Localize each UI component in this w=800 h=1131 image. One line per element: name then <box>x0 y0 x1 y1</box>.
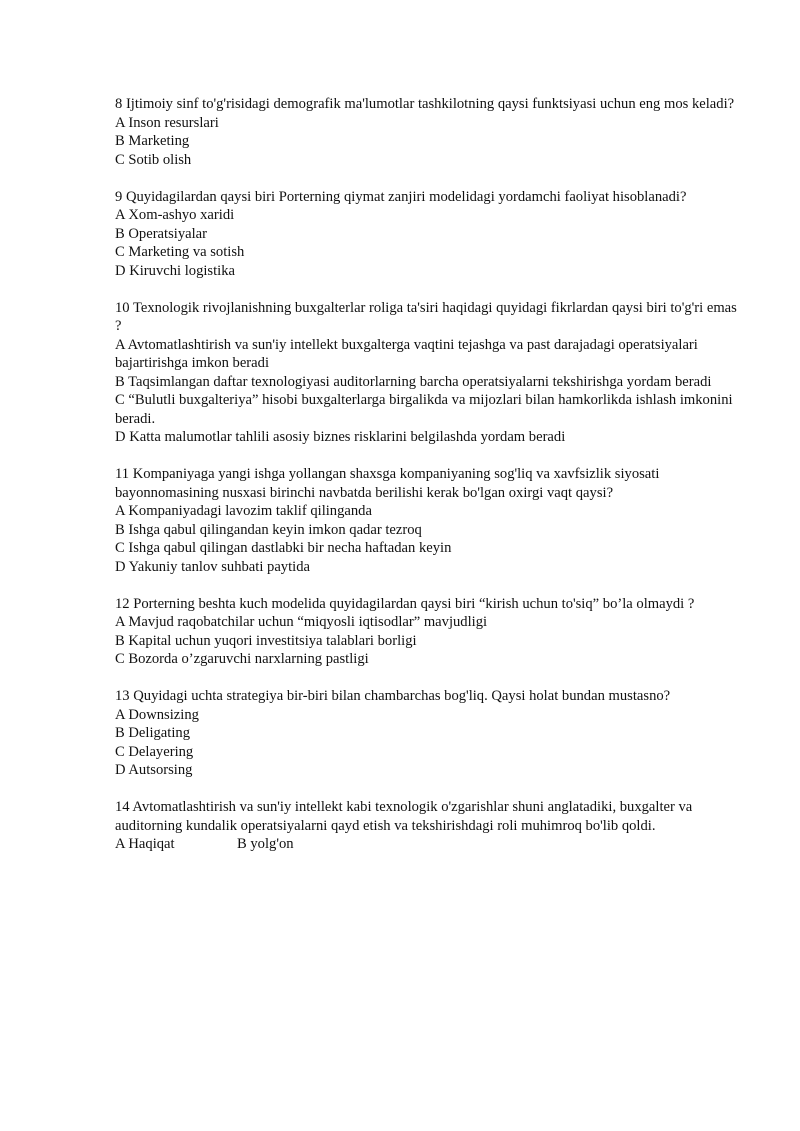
answer-option: C Bozorda o’zgaruvchi narxlarning pastligi <box>115 651 369 667</box>
answer-option: A Kompaniyadagi lavozim taklif qilinganda <box>115 503 372 519</box>
answer-option: B Ishga qabul qilingandan keyin imkon qadar tezroq <box>115 521 422 538</box>
answer-option: A Downsizing <box>115 706 199 723</box>
question-12 <box>115 595 745 669</box>
answer-option: C Sotib olish <box>115 151 192 168</box>
answer-option: D Kiruvchi logistika <box>115 262 235 279</box>
question-text: 14 Avtomatlashtirish va sun'iy intellekt kabi texnologik o'zgarishlar shuni anglatadiki, buxgalter va auditorning kundalik operatsiyalarni qayd etish va tekshirishdagi roli muhimroq bo'lib qoldi. <box>115 799 693 834</box>
document-page <box>115 95 745 872</box>
question-text: 11 Kompaniyaga yangi ishga yollangan shaxsga kompaniyaning sog'liq va xavfsizlik siyosati bayonnomasining nusxasi birinchi navbatda berilishi kerak bo'lgan oxirgi vaqt qaysi? <box>115 466 660 501</box>
answer-options-row <box>115 835 745 854</box>
question-9 <box>115 188 745 281</box>
answer-option: C Ishga qabul qilingan dastlabki bir necha haftadan keyin <box>115 540 452 556</box>
answer-option: A Xom-ashyo xaridi <box>115 207 235 223</box>
answer-option: D Yakuniy tanlov suhbati paytida <box>115 558 310 575</box>
answer-option: A Avtomatlashtirish va sun'iy intellekt buxgalterga vaqtini tejashga va past darajadagi operatsiyalari bajartirishga imkon beradi <box>115 336 698 371</box>
answer-option: B Deligating <box>115 725 190 741</box>
answer-option: A Inson resurslari <box>115 114 219 131</box>
question-14 <box>115 798 745 854</box>
answer-option: A Mavjud raqobatchilar uchun “miqyosli iqtisodlar” mavjudligi <box>115 614 488 630</box>
answer-option: B Kapital uchun yuqori investitsiya talablari borligi <box>115 632 417 649</box>
question-text: 9 Quyidagilardan qaysi biri Porterning qiymat zanjiri modelidagi yordamchi faoliyat hisoblanadi? <box>115 188 687 205</box>
question-text: 12 Porterning beshta kuch modelida quyidagilardan qaysi biri “kirish uchun to'siq” bo’la olmaydi ? <box>115 595 695 612</box>
question-13 <box>115 687 745 780</box>
question-text: 8 Ijtimoiy sinf to'g'risidagi demografik ma'lumotlar tashkilotning qaysi funktsiyasi uchun eng mos keladi? <box>115 96 735 112</box>
answer-option: D Katta malumotlar tahlili asosiy biznes risklarini belgilashda yordam beradi <box>115 429 566 445</box>
answer-option: C Delayering <box>115 743 194 760</box>
answer-option: C Marketing va sotish <box>115 244 245 260</box>
question-text: 10 Texnologik rivojlanishning buxgalterlar roliga ta'siri haqidagi quyidagi fikrlardan qaysi biri to'g'ri emas ? <box>115 299 737 334</box>
answer-option: C “Bulutli buxgalteriya” hisobi buxgalterlarga birgalikda va mijozlari bilan hamkorlikda ishlash imkonini beradi. <box>115 392 733 427</box>
question-text: 13 Quyidagi uchta strategiya bir-biri bilan chambarchas bog'liq. Qaysi holat bundan mustasno? <box>115 688 671 704</box>
answer-option: B Taqsimlangan daftar texnologiyasi auditorlarning barcha operatsiyalarni tekshirishga yordam beradi <box>115 373 712 390</box>
answer-option: D Autsorsing <box>115 762 193 778</box>
question-10 <box>115 299 745 447</box>
answer-option: B Marketing <box>115 133 190 149</box>
question-8 <box>115 95 745 169</box>
answer-option: B yolg'on <box>237 836 294 852</box>
question-11 <box>115 465 745 576</box>
answer-option: B Operatsiyalar <box>115 225 207 242</box>
answer-option: A Haqiqat <box>115 836 175 852</box>
